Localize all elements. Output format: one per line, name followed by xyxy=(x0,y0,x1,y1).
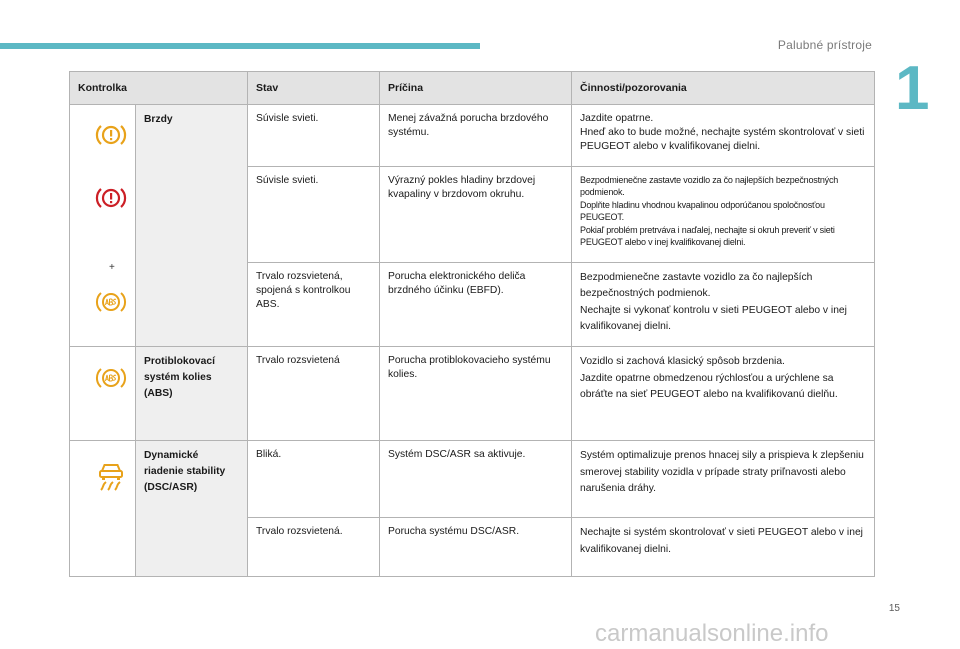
brakes-icon-cell xyxy=(70,105,136,347)
brakes-row2-pricina: Výrazný pokles hladiny brzdovej kvapaliny v brzdovom okruhu. xyxy=(380,166,572,262)
abs-orange-icon xyxy=(95,289,127,315)
abs-pricina: Porucha protiblokovacieho systému kolies. xyxy=(380,347,572,441)
abs-name: Protiblokovací systém kolies (ABS) xyxy=(136,347,248,441)
dsc-name: Dynamické riadenie stability (DSC/ASR) xyxy=(136,441,248,577)
brakes-row3-cinnosti: Bezpodmienečne zastavte vozidlo za čo najlepších bezpečnostných podmienok. Nechajte si vykonať kontrolu v sieti PEUGEOT alebo v inej kvalifikovanej dielni. xyxy=(572,262,875,346)
table-row xyxy=(70,441,875,518)
dsc-icon-cell xyxy=(70,441,136,577)
dsc-skidding-car-orange-icon xyxy=(95,460,127,492)
brakes-name: Brzdy xyxy=(136,105,248,347)
brake-warning-red-icon xyxy=(95,185,127,211)
brake-warning-orange-icon xyxy=(95,122,127,148)
column-header-stav: Stav xyxy=(248,72,380,105)
chapter-number: 1 xyxy=(895,54,930,123)
abs-stav: Trvalo rozsvietená xyxy=(248,347,380,441)
dsc-row2-stav: Trvalo rozsvietená. xyxy=(248,518,380,577)
abs-orange-icon xyxy=(95,365,127,391)
brakes-row1-cinnosti: Jazdite opatrne. Hneď ako to bude možné, nechajte systém skontrolovať v sieti PEUGEOT alebo v kvalifikovanej dielni. xyxy=(572,105,875,167)
table-row xyxy=(70,347,875,441)
brakes-row3-stav: Trvalo rozsvietená, spojená s kontrolkou ABS. xyxy=(248,262,380,346)
dsc-row2-cinnosti: Nechajte si systém skontrolovať v sieti PEUGEOT alebo v inej kvalifikovanej dielni. xyxy=(572,518,875,577)
page-number: 15 xyxy=(888,603,900,614)
brakes-row3-pricina: Porucha elektronického deliča brzdného účinku (EBFD). xyxy=(380,262,572,346)
dsc-row1-pricina: Systém DSC/ASR sa aktivuje. xyxy=(380,441,572,518)
table-header-row xyxy=(70,72,875,105)
warning-lights-table xyxy=(69,71,875,577)
plus-sign: + xyxy=(109,262,115,273)
brakes-row1-stav: Súvisle svieti. xyxy=(248,105,380,167)
dsc-row2-pricina: Porucha systému DSC/ASR. xyxy=(380,518,572,577)
brakes-row2-cinnosti: Bezpodmienečne zastavte vozidlo za čo najlepších bezpečnostných podmienok. Doplňte hladinu vhodnou kvapalinou odporúčanou spoločnosťou PEUGEOT. Pokiaľ problém pretrváva i naďalej, nechajte si okruh preveriť v sieti PEUGEOT alebo v inej kvalifikovanej dielni. xyxy=(572,166,875,262)
column-header-kontrolka: Kontrolka xyxy=(70,72,248,105)
watermark: carmanualsonline.info xyxy=(595,620,829,647)
abs-cinnosti: Vozidlo si zachová klasický spôsob brzdenia. Jazdite opatrne obmedzenou rýchlosťou a urýchlene sa obráťte na sieť PEUGEOT alebo na kvalifikovanú dielňu. xyxy=(572,347,875,441)
dsc-row1-stav: Bliká. xyxy=(248,441,380,518)
brakes-row2-stav: Súvisle svieti. xyxy=(248,166,380,262)
column-header-pricina: Príčina xyxy=(380,72,572,105)
abs-icon-cell xyxy=(70,347,136,441)
brakes-row1-pricina: Menej závažná porucha brzdového systému. xyxy=(380,105,572,167)
column-header-cinnosti: Činnosti/pozorovania xyxy=(572,72,875,105)
table-row xyxy=(70,105,875,167)
section-title: Palubné prístroje xyxy=(777,38,872,52)
dsc-row1-cinnosti: Systém optimalizuje prenos hnacej sily a prispieva k zlepšeniu smerovej stability vozidla v prípade straty priľnavosti alebo narušenia dráhy. xyxy=(572,441,875,518)
top-accent-bar xyxy=(0,43,480,49)
